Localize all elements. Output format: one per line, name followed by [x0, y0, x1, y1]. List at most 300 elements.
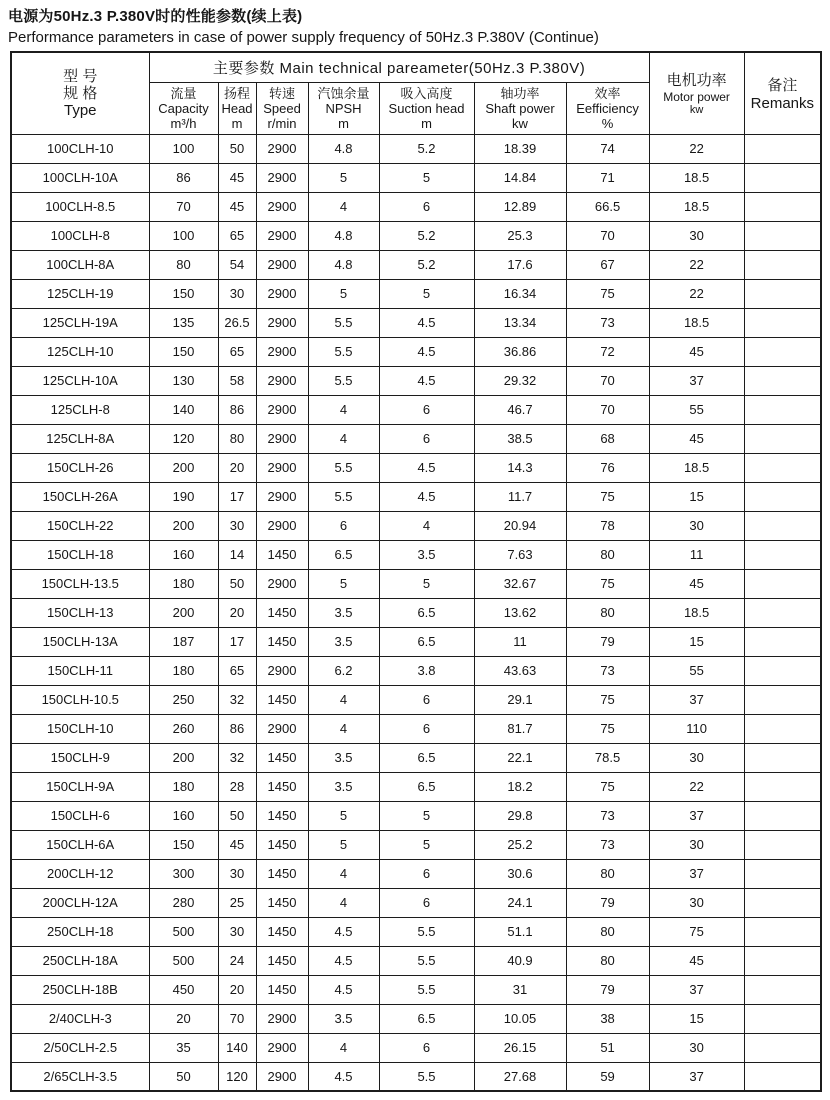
- cell-efficiency: 78: [566, 511, 649, 540]
- table-row: [11, 1033, 821, 1062]
- cell-shaft-power: 18.2: [474, 772, 566, 801]
- cell-capacity: 120: [149, 424, 218, 453]
- cell-motor-power: 37: [649, 859, 744, 888]
- cell-type: 125CLH-8A: [11, 424, 149, 453]
- cell-head: 17: [218, 482, 256, 511]
- cell-npsh: 4: [308, 859, 379, 888]
- cell-suction-head: 3.5: [379, 540, 474, 569]
- cell-type: 150CLH-13: [11, 598, 149, 627]
- column-header-npsh-unit: m: [338, 115, 349, 131]
- cell-efficiency: 75: [566, 714, 649, 743]
- column-header-remarks-en: Remanks: [750, 95, 815, 113]
- cell-capacity: 160: [149, 540, 218, 569]
- column-header-motor-power: [649, 52, 744, 134]
- cell-capacity: 500: [149, 946, 218, 975]
- cell-npsh: 6.2: [308, 656, 379, 685]
- cell-shaft-power: 43.63: [474, 656, 566, 685]
- cell-type: 150CLH-13.5: [11, 569, 149, 598]
- cell-npsh: 6: [308, 511, 379, 540]
- cell-npsh: 5: [308, 163, 379, 192]
- cell-shaft-power: 11.7: [474, 482, 566, 511]
- cell-motor-power: 30: [649, 743, 744, 772]
- cell-remarks: [744, 1033, 821, 1062]
- cell-type: 200CLH-12A: [11, 888, 149, 917]
- cell-head: 28: [218, 772, 256, 801]
- table-row: [11, 1004, 821, 1033]
- cell-shaft-power: 25.2: [474, 830, 566, 859]
- table-row: [11, 569, 821, 598]
- column-header-type-cn2: 规 格: [63, 84, 98, 102]
- cell-type: 250CLH-18B: [11, 975, 149, 1004]
- cell-head: 45: [218, 163, 256, 192]
- cell-shaft-power: 31: [474, 975, 566, 1004]
- cell-efficiency: 73: [566, 830, 649, 859]
- cell-capacity: 187: [149, 627, 218, 656]
- cell-head: 58: [218, 366, 256, 395]
- cell-shaft-power: 16.34: [474, 279, 566, 308]
- cell-head: 30: [218, 917, 256, 946]
- cell-shaft-power: 22.1: [474, 743, 566, 772]
- cell-suction-head: 6: [379, 685, 474, 714]
- cell-motor-power: 37: [649, 1062, 744, 1091]
- cell-speed: 2900: [256, 192, 308, 221]
- cell-npsh: 5.5: [308, 366, 379, 395]
- cell-efficiency: 71: [566, 163, 649, 192]
- cell-suction-head: 4.5: [379, 482, 474, 511]
- cell-motor-power: 22: [649, 250, 744, 279]
- cell-shaft-power: 20.94: [474, 511, 566, 540]
- cell-capacity: 80: [149, 250, 218, 279]
- cell-shaft-power: 24.1: [474, 888, 566, 917]
- table-row: [11, 772, 821, 801]
- cell-motor-power: 37: [649, 975, 744, 1004]
- cell-suction-head: 5.2: [379, 134, 474, 163]
- cell-efficiency: 79: [566, 627, 649, 656]
- cell-head: 45: [218, 830, 256, 859]
- cell-efficiency: 59: [566, 1062, 649, 1091]
- column-header-shaft-unit: kw: [512, 115, 528, 131]
- cell-suction-head: 6: [379, 395, 474, 424]
- table-row: [11, 453, 821, 482]
- table-row: [11, 308, 821, 337]
- cell-head: 54: [218, 250, 256, 279]
- cell-suction-head: 4.5: [379, 453, 474, 482]
- column-header-npsh-cn: 汽蚀余量: [317, 85, 370, 101]
- column-header-capacity-en: Capacity: [158, 100, 209, 116]
- cell-head: 17: [218, 627, 256, 656]
- cell-motor-power: 18.5: [649, 192, 744, 221]
- cell-head: 32: [218, 685, 256, 714]
- cell-type: 150CLH-9: [11, 743, 149, 772]
- cell-type: 150CLH-10: [11, 714, 149, 743]
- cell-motor-power: 18.5: [649, 308, 744, 337]
- cell-efficiency: 80: [566, 598, 649, 627]
- cell-efficiency: 75: [566, 482, 649, 511]
- cell-remarks: [744, 163, 821, 192]
- cell-efficiency: 66.5: [566, 192, 649, 221]
- cell-motor-power: 45: [649, 569, 744, 598]
- column-header-shaft-en: Shaft power: [485, 100, 555, 116]
- cell-npsh: 4.8: [308, 250, 379, 279]
- cell-motor-power: 55: [649, 656, 744, 685]
- cell-capacity: 150: [149, 279, 218, 308]
- column-header-efficiency-en: Eefficiency: [576, 100, 639, 116]
- cell-shaft-power: 13.62: [474, 598, 566, 627]
- cell-capacity: 200: [149, 511, 218, 540]
- table-row: [11, 801, 821, 830]
- cell-suction-head: 5: [379, 830, 474, 859]
- cell-motor-power: 15: [649, 482, 744, 511]
- cell-remarks: [744, 743, 821, 772]
- cell-motor-power: 45: [649, 946, 744, 975]
- table-row: [11, 743, 821, 772]
- cell-speed: 2900: [256, 482, 308, 511]
- cell-capacity: 500: [149, 917, 218, 946]
- cell-type: 150CLH-26A: [11, 482, 149, 511]
- column-header-motor-en: Motor power: [663, 90, 730, 105]
- table-row: [11, 511, 821, 540]
- cell-remarks: [744, 685, 821, 714]
- cell-motor-power: 30: [649, 1033, 744, 1062]
- cell-capacity: 260: [149, 714, 218, 743]
- column-header-efficiency-unit: %: [601, 115, 614, 131]
- cell-suction-head: 3.8: [379, 656, 474, 685]
- page-title-en: Performance parameters in case of power supply frequency of 50Hz.3 P.380V (Continue): [8, 29, 599, 46]
- cell-remarks: [744, 1004, 821, 1033]
- cell-head: 65: [218, 221, 256, 250]
- cell-motor-power: 55: [649, 395, 744, 424]
- cell-suction-head: 6.5: [379, 598, 474, 627]
- cell-suction-head: 4.5: [379, 308, 474, 337]
- cell-npsh: 4: [308, 685, 379, 714]
- cell-remarks: [744, 946, 821, 975]
- table-row: [11, 714, 821, 743]
- cell-suction-head: 4: [379, 511, 474, 540]
- cell-remarks: [744, 714, 821, 743]
- cell-shaft-power: 26.15: [474, 1033, 566, 1062]
- cell-type: 150CLH-10.5: [11, 685, 149, 714]
- cell-capacity: 200: [149, 598, 218, 627]
- table-row: [11, 279, 821, 308]
- cell-suction-head: 5: [379, 569, 474, 598]
- cell-shaft-power: 30.6: [474, 859, 566, 888]
- cell-efficiency: 73: [566, 801, 649, 830]
- table-row: [11, 395, 821, 424]
- cell-efficiency: 75: [566, 569, 649, 598]
- cell-type: 150CLH-9A: [11, 772, 149, 801]
- column-header-head: [218, 82, 256, 134]
- cell-capacity: 180: [149, 569, 218, 598]
- cell-motor-power: 15: [649, 627, 744, 656]
- cell-speed: 2900: [256, 250, 308, 279]
- cell-capacity: 140: [149, 395, 218, 424]
- cell-motor-power: 30: [649, 888, 744, 917]
- cell-npsh: 3.5: [308, 743, 379, 772]
- cell-shaft-power: 29.32: [474, 366, 566, 395]
- column-header-head-en: Head: [221, 100, 253, 116]
- cell-type: 100CLH-10A: [11, 163, 149, 192]
- cell-speed: 1450: [256, 540, 308, 569]
- cell-remarks: [744, 366, 821, 395]
- column-header-suction-head: [379, 82, 474, 134]
- cell-efficiency: 80: [566, 946, 649, 975]
- cell-capacity: 35: [149, 1033, 218, 1062]
- column-header-speed-cn: 转速: [268, 85, 295, 101]
- cell-shaft-power: 13.34: [474, 308, 566, 337]
- cell-speed: 2900: [256, 134, 308, 163]
- cell-speed: 2900: [256, 366, 308, 395]
- cell-motor-power: 22: [649, 772, 744, 801]
- table-row: [11, 221, 821, 250]
- cell-head: 30: [218, 859, 256, 888]
- cell-npsh: 5.5: [308, 337, 379, 366]
- cell-npsh: 4.8: [308, 134, 379, 163]
- cell-type: 125CLH-10A: [11, 366, 149, 395]
- cell-capacity: 50: [149, 1062, 218, 1091]
- cell-capacity: 20: [149, 1004, 218, 1033]
- cell-remarks: [744, 830, 821, 859]
- table-row: [11, 134, 821, 163]
- cell-type: 100CLH-8: [11, 221, 149, 250]
- cell-efficiency: 80: [566, 917, 649, 946]
- cell-capacity: 280: [149, 888, 218, 917]
- cell-type: 100CLH-8.5: [11, 192, 149, 221]
- cell-type: 150CLH-22: [11, 511, 149, 540]
- cell-capacity: 450: [149, 975, 218, 1004]
- column-header-suction-cn: 吸入高度: [400, 85, 453, 101]
- cell-suction-head: 6.5: [379, 743, 474, 772]
- column-header-npsh: [308, 82, 379, 134]
- cell-shaft-power: 14.84: [474, 163, 566, 192]
- cell-suction-head: 4.5: [379, 366, 474, 395]
- cell-head: 45: [218, 192, 256, 221]
- cell-capacity: 250: [149, 685, 218, 714]
- cell-suction-head: 5.5: [379, 975, 474, 1004]
- cell-head: 65: [218, 656, 256, 685]
- cell-remarks: [744, 279, 821, 308]
- page-title-cn: 电源为50Hz.3 P.380V时的性能参数(续上表): [8, 8, 303, 25]
- cell-efficiency: 73: [566, 656, 649, 685]
- cell-speed: 2900: [256, 714, 308, 743]
- cell-motor-power: 30: [649, 511, 744, 540]
- cell-npsh: 3.5: [308, 598, 379, 627]
- column-header-type-cn: 型 号: [63, 67, 98, 85]
- column-header-head-cn: 扬程: [223, 85, 250, 101]
- table-row: [11, 946, 821, 975]
- cell-speed: 2900: [256, 424, 308, 453]
- cell-head: 70: [218, 1004, 256, 1033]
- table-row: [11, 859, 821, 888]
- column-header-motor-cn: 电机功率: [666, 72, 727, 90]
- cell-speed: 1450: [256, 685, 308, 714]
- cell-capacity: 180: [149, 656, 218, 685]
- cell-type: 125CLH-10: [11, 337, 149, 366]
- cell-type: 150CLH-6A: [11, 830, 149, 859]
- cell-suction-head: 6.5: [379, 1004, 474, 1033]
- table-row: [11, 830, 821, 859]
- cell-speed: 2900: [256, 221, 308, 250]
- column-header-capacity: [149, 82, 218, 134]
- cell-head: 50: [218, 801, 256, 830]
- cell-type: 150CLH-13A: [11, 627, 149, 656]
- cell-capacity: 300: [149, 859, 218, 888]
- cell-remarks: [744, 337, 821, 366]
- cell-npsh: 5: [308, 569, 379, 598]
- cell-suction-head: 5.2: [379, 221, 474, 250]
- cell-npsh: 6.5: [308, 540, 379, 569]
- cell-head: 30: [218, 279, 256, 308]
- cell-remarks: [744, 975, 821, 1004]
- cell-head: 86: [218, 714, 256, 743]
- cell-speed: 2900: [256, 1062, 308, 1091]
- cell-speed: 1450: [256, 743, 308, 772]
- cell-shaft-power: 40.9: [474, 946, 566, 975]
- cell-suction-head: 5.2: [379, 250, 474, 279]
- cell-speed: 1450: [256, 772, 308, 801]
- cell-head: 86: [218, 395, 256, 424]
- cell-remarks: [744, 424, 821, 453]
- cell-shaft-power: 14.3: [474, 453, 566, 482]
- cell-head: 20: [218, 453, 256, 482]
- cell-remarks: [744, 482, 821, 511]
- table-row: [11, 685, 821, 714]
- cell-speed: 1450: [256, 830, 308, 859]
- cell-capacity: 100: [149, 134, 218, 163]
- cell-capacity: 130: [149, 366, 218, 395]
- cell-head: 26.5: [218, 308, 256, 337]
- cell-motor-power: 18.5: [649, 163, 744, 192]
- cell-shaft-power: 29.8: [474, 801, 566, 830]
- cell-type: 2/50CLH-2.5: [11, 1033, 149, 1062]
- column-header-shaft-power: [474, 82, 566, 134]
- cell-npsh: 3.5: [308, 1004, 379, 1033]
- cell-capacity: 190: [149, 482, 218, 511]
- table-row: [11, 888, 821, 917]
- table-row: [11, 540, 821, 569]
- cell-type: 125CLH-19A: [11, 308, 149, 337]
- cell-motor-power: 37: [649, 801, 744, 830]
- cell-speed: 2900: [256, 453, 308, 482]
- cell-npsh: 5.5: [308, 482, 379, 511]
- cell-suction-head: 5.5: [379, 1062, 474, 1091]
- cell-shaft-power: 27.68: [474, 1062, 566, 1091]
- column-header-speed-en: Speed: [263, 100, 301, 116]
- cell-capacity: 135: [149, 308, 218, 337]
- cell-npsh: 4: [308, 1033, 379, 1062]
- cell-npsh: 4: [308, 888, 379, 917]
- cell-remarks: [744, 250, 821, 279]
- cell-npsh: 4.8: [308, 221, 379, 250]
- cell-remarks: [744, 395, 821, 424]
- cell-npsh: 4.5: [308, 946, 379, 975]
- cell-efficiency: 75: [566, 279, 649, 308]
- column-header-capacity-unit: m³/h: [170, 115, 197, 131]
- cell-motor-power: 22: [649, 279, 744, 308]
- cell-speed: 2900: [256, 1033, 308, 1062]
- column-header-efficiency: [566, 82, 649, 134]
- table-body: [11, 134, 821, 1091]
- cell-suction-head: 5.5: [379, 917, 474, 946]
- column-header-type: [11, 52, 149, 134]
- cell-speed: 2900: [256, 163, 308, 192]
- cell-motor-power: 18.5: [649, 453, 744, 482]
- cell-head: 20: [218, 598, 256, 627]
- cell-shaft-power: 38.5: [474, 424, 566, 453]
- cell-speed: 2900: [256, 511, 308, 540]
- cell-head: 65: [218, 337, 256, 366]
- cell-capacity: 200: [149, 743, 218, 772]
- table-row: [11, 598, 821, 627]
- cell-head: 30: [218, 511, 256, 540]
- cell-remarks: [744, 569, 821, 598]
- table-row: [11, 482, 821, 511]
- column-header-remarks-cn: 备注: [767, 77, 798, 95]
- cell-motor-power: 75: [649, 917, 744, 946]
- cell-speed: 1450: [256, 946, 308, 975]
- column-header-capacity-cn: 流量: [170, 85, 197, 101]
- cell-type: 250CLH-18: [11, 917, 149, 946]
- cell-type: 150CLH-26: [11, 453, 149, 482]
- cell-motor-power: 45: [649, 424, 744, 453]
- cell-head: 80: [218, 424, 256, 453]
- cell-efficiency: 70: [566, 221, 649, 250]
- cell-suction-head: 5.5: [379, 946, 474, 975]
- cell-remarks: [744, 656, 821, 685]
- cell-speed: 2900: [256, 395, 308, 424]
- cell-efficiency: 68: [566, 424, 649, 453]
- column-header-shaft-cn: 轴功率: [500, 85, 540, 101]
- table-row: [11, 656, 821, 685]
- cell-motor-power: 22: [649, 134, 744, 163]
- table-row: [11, 1062, 821, 1091]
- cell-type: 100CLH-10: [11, 134, 149, 163]
- cell-remarks: [744, 453, 821, 482]
- cell-suction-head: 6.5: [379, 627, 474, 656]
- cell-efficiency: 70: [566, 395, 649, 424]
- cell-shaft-power: 12.89: [474, 192, 566, 221]
- cell-npsh: 4.5: [308, 917, 379, 946]
- cell-npsh: 4: [308, 714, 379, 743]
- cell-shaft-power: 7.63: [474, 540, 566, 569]
- cell-head: 14: [218, 540, 256, 569]
- cell-capacity: 180: [149, 772, 218, 801]
- cell-speed: 2900: [256, 1004, 308, 1033]
- cell-remarks: [744, 511, 821, 540]
- cell-capacity: 70: [149, 192, 218, 221]
- cell-efficiency: 79: [566, 975, 649, 1004]
- cell-remarks: [744, 598, 821, 627]
- cell-remarks: [744, 917, 821, 946]
- cell-motor-power: 37: [649, 366, 744, 395]
- cell-speed: 1450: [256, 627, 308, 656]
- cell-remarks: [744, 192, 821, 221]
- column-header-speed-unit: r/min: [267, 115, 297, 131]
- cell-npsh: 5: [308, 279, 379, 308]
- table-row: [11, 627, 821, 656]
- table-row: [11, 366, 821, 395]
- cell-efficiency: 79: [566, 888, 649, 917]
- cell-motor-power: 45: [649, 337, 744, 366]
- cell-capacity: 150: [149, 337, 218, 366]
- column-header-speed: [256, 82, 308, 134]
- cell-motor-power: 30: [649, 221, 744, 250]
- table-row: [11, 917, 821, 946]
- cell-npsh: 4.5: [308, 1062, 379, 1091]
- table-row: [11, 192, 821, 221]
- cell-suction-head: 6.5: [379, 772, 474, 801]
- cell-speed: 1450: [256, 598, 308, 627]
- cell-shaft-power: 10.05: [474, 1004, 566, 1033]
